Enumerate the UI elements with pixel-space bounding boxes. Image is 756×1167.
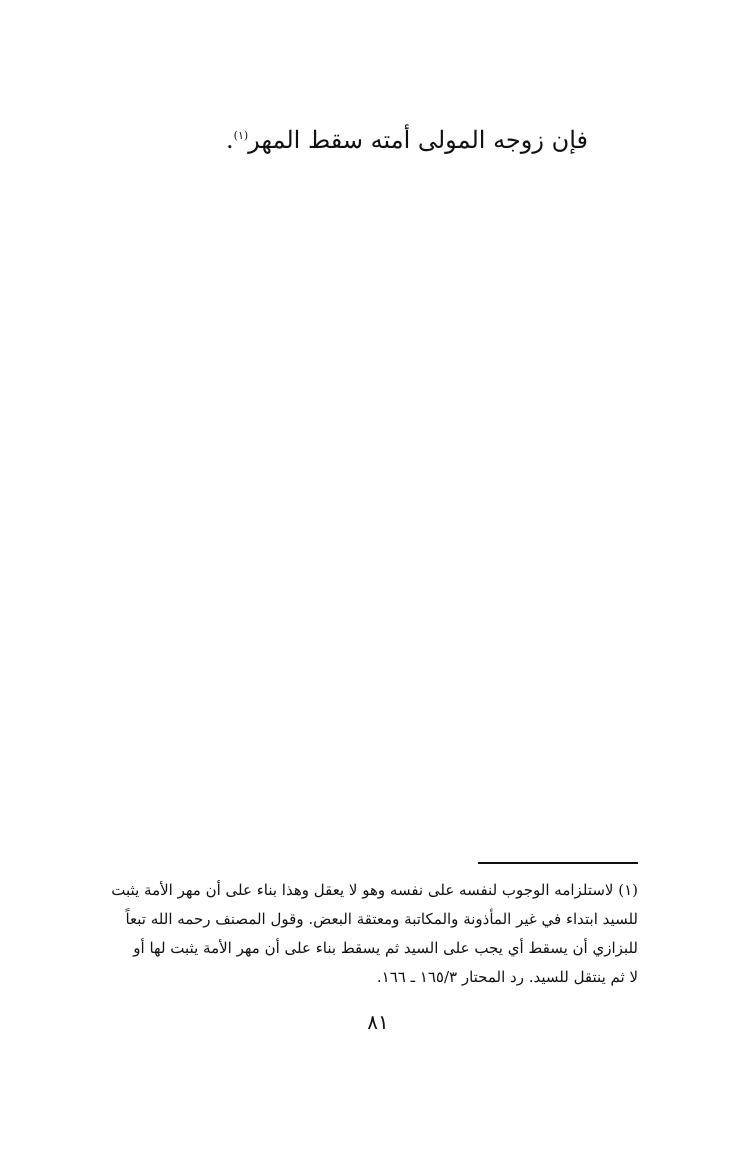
footnote-line: (١) لاستلزامه الوجوب لنفسه على نفسه وهو لا يعقل وهذا بناء على أن مهر الأمة يثبت [111,881,638,899]
footnote-line: لا ثم ينتقل للسيد. رد المحتار ١٦٥/٣ ـ ١٦٦. [376,968,638,986]
body-sentence: فإن زوجه المولى أمته سقط المهر [248,126,588,154]
footnote-reference: (١) [233,129,249,142]
footnote-block [111,876,638,992]
body-text [148,120,588,160]
footnote-separator [478,862,638,864]
sentence-end-punctuation: . [226,126,234,154]
footnote-line: للسيد ابتداء في غير المأذونة والمكاتبة ومعتقة البعض. وقول المصنف رحمه الله تبعاً [125,910,638,928]
footnote-line: للبزازي أن يسقط أي يجب على السيد ثم يسقط بناء على أن مهر الأمة يثبت لها أو [133,939,638,957]
page-number: ٨١ [367,1010,389,1034]
